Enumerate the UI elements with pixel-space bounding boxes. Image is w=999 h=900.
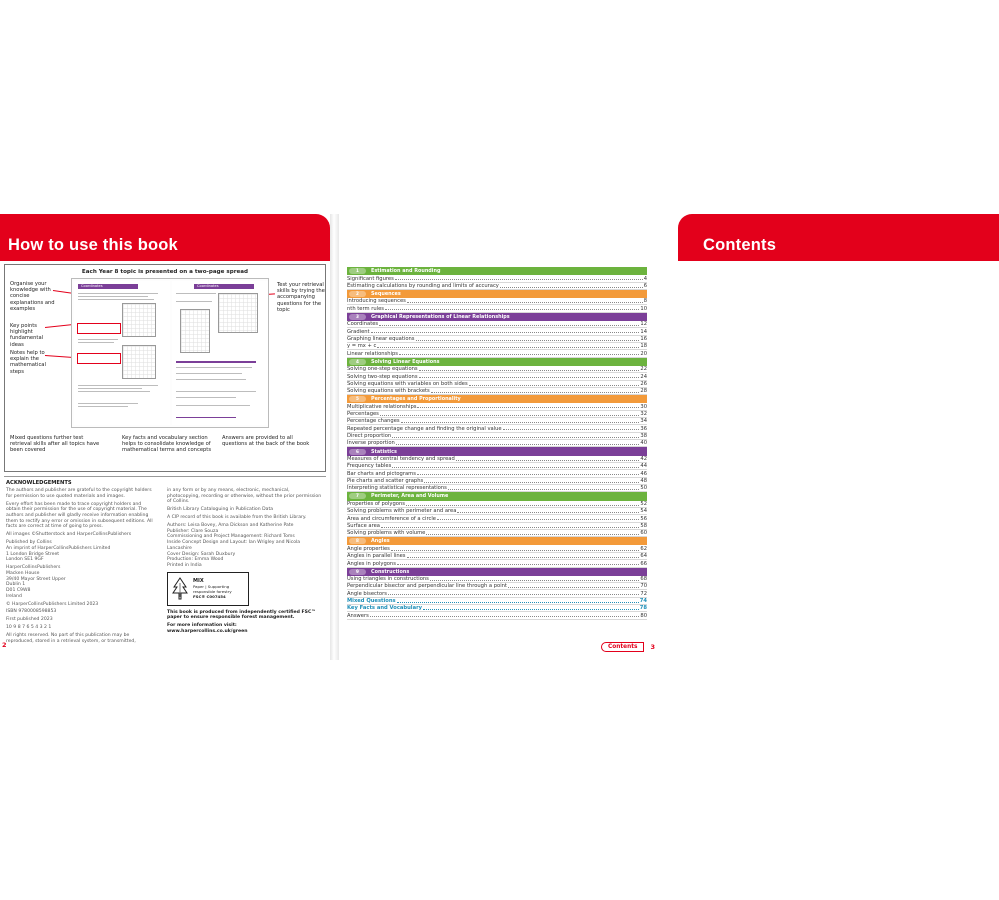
contents-row[interactable] xyxy=(347,515,647,522)
topic-title: Solving problems with volume xyxy=(347,530,426,537)
topic-title: Direct proportion xyxy=(347,433,392,440)
extra-page: 78 xyxy=(639,605,647,612)
section-header xyxy=(347,313,647,321)
contents-row[interactable] xyxy=(347,478,647,485)
dot-leader xyxy=(417,407,639,408)
contents-row[interactable] xyxy=(347,553,647,560)
contents-row[interactable] xyxy=(347,560,647,567)
topic-title: Percentages xyxy=(347,411,379,418)
topic-page: 44 xyxy=(640,463,647,470)
topic-title: Pie charts and scatter graphs xyxy=(347,478,424,485)
contents-row[interactable] xyxy=(347,530,647,537)
extra-page: 74 xyxy=(639,598,647,605)
ack-paragraph: All rights reserved. No part of this publication may be reproduced, stored in a retrieval system, or transmitted, xyxy=(6,633,136,644)
book-gutter xyxy=(330,214,339,660)
contents-row[interactable] xyxy=(347,305,647,312)
topic-page: 34 xyxy=(640,418,647,425)
topic-title: nth term rules xyxy=(347,305,384,312)
topic-page: 18 xyxy=(640,343,647,350)
sample-right-header xyxy=(194,284,254,289)
topic-title: Perpendicular bisector and perpendicular line through a point xyxy=(347,583,507,590)
dot-leader xyxy=(385,309,639,310)
sample-left-page xyxy=(74,281,170,425)
dot-leader xyxy=(500,287,643,288)
topic-title: Bar charts and pictograms xyxy=(347,470,416,477)
topic-page: 68 xyxy=(640,576,647,583)
left-page xyxy=(0,214,330,660)
sample-left-header xyxy=(78,284,138,289)
dot-leader xyxy=(423,609,639,610)
dot-leader xyxy=(401,422,640,423)
annotation-test: Test your retrieval skills by trying the accompanying questions for the topic xyxy=(277,282,325,313)
sample-text-line xyxy=(78,403,138,404)
extra-title: Answers xyxy=(347,612,369,619)
contents-row[interactable] xyxy=(347,576,647,583)
ack-paragraph: First published 2023 xyxy=(6,617,53,623)
topic-title: Linear relationships xyxy=(347,350,398,357)
topic-title: Gradient xyxy=(347,328,370,335)
annotation-answers: Answers are provided to all questions at the back of the book xyxy=(222,435,310,448)
topic-page: 50 xyxy=(640,485,647,492)
sample-key-point-box xyxy=(77,323,121,334)
contents-row[interactable] xyxy=(347,456,647,463)
topic-title: Solving problems with perimeter and area xyxy=(347,508,457,515)
dot-leader xyxy=(457,512,639,513)
sample-text-line xyxy=(176,301,212,302)
contents-row[interactable] xyxy=(347,388,647,395)
section-header xyxy=(347,267,647,275)
topic-page: 46 xyxy=(640,470,647,477)
topic-page: 52 xyxy=(640,500,647,507)
topic-page: 62 xyxy=(640,545,647,552)
section-title: Percentages and Proportionality xyxy=(371,396,461,403)
dot-leader xyxy=(406,505,639,506)
section-number: 1 xyxy=(349,268,366,274)
section-header xyxy=(347,492,647,500)
section-header xyxy=(347,290,647,298)
contents-row[interactable] xyxy=(347,470,647,477)
spread-heading: Each Year 8 topic is presented on a two-page spread xyxy=(81,269,249,275)
contents-row-extra[interactable] xyxy=(347,598,647,605)
right-banner-title: Contents xyxy=(703,236,777,254)
sample-text-line xyxy=(78,391,150,392)
section-title: Constructions xyxy=(371,568,410,575)
dot-leader xyxy=(397,564,639,565)
topic-page: 12 xyxy=(640,321,647,328)
section-title: Sequences xyxy=(371,290,401,297)
contents-row[interactable] xyxy=(347,433,647,440)
contents-row[interactable] xyxy=(347,343,647,350)
extra-page: 80 xyxy=(640,612,647,619)
dot-leader xyxy=(426,534,639,535)
contents-row[interactable] xyxy=(347,501,647,508)
section-header xyxy=(347,358,647,366)
contents-row[interactable] xyxy=(347,425,647,432)
sample-grid xyxy=(218,293,258,333)
contents-row[interactable] xyxy=(347,275,647,282)
contents-row[interactable] xyxy=(347,350,647,357)
topic-title: Solving equations with brackets xyxy=(347,388,430,395)
sample-grid xyxy=(122,345,156,379)
topic-page: 36 xyxy=(640,425,647,432)
contents-row[interactable] xyxy=(347,328,647,335)
dot-leader xyxy=(437,519,639,520)
contents-row-extra[interactable] xyxy=(347,605,647,612)
topic-title: Solving two-step equations xyxy=(347,373,418,380)
topic-title: Angles in polygons xyxy=(347,560,396,567)
topic-page: 54 xyxy=(640,508,647,515)
topic-page: 24 xyxy=(640,373,647,380)
contents-row[interactable] xyxy=(347,545,647,552)
ack-paragraph: Every effort has been made to trace copyright holders and obtain their permission for the use of copyright material. The authors and publisher will gladly receive information enabling them to rectify any error or omission in subsequent editions. All facts are correct at time of going to press. xyxy=(6,501,153,530)
topic-title: Significant figures xyxy=(347,275,394,282)
ack-paragraph: Authors: Leisa Bovey, Ama Dickson and Katherine Pate Publisher: Clare Souza Commissioning and Project Management: Richard Toms Inside Concept Design and Layout: Ian Wrigley and Nicola Lancashire Cover Design: Sarah Duxbury Production: Emma Wood Printed in India xyxy=(167,523,301,568)
ack-paragraph: All images ©Shutterstock and HarperCollinsPublishers xyxy=(6,532,132,538)
contents-row[interactable] xyxy=(347,411,647,418)
dot-leader xyxy=(419,370,640,371)
topic-page: 14 xyxy=(640,328,647,335)
ack-paragraph: in any form or by any means, electronic, mechanical, photocopying, recording or otherwise, without the prior permission of Collins. xyxy=(167,488,322,505)
sample-footer xyxy=(176,417,236,418)
sample-note-box xyxy=(77,353,121,364)
section-header xyxy=(347,395,647,403)
contents-row[interactable] xyxy=(347,463,647,470)
extra-title: Mixed Questions xyxy=(347,598,396,605)
topic-title: Measures of central tendency and spread xyxy=(347,456,455,462)
section-title: Solving Linear Equations xyxy=(371,358,440,365)
sample-text-line xyxy=(78,385,158,386)
dot-leader xyxy=(388,594,639,595)
contents-row[interactable] xyxy=(347,418,647,425)
section-header xyxy=(347,537,647,545)
section-title: Perimeter, Area and Volume xyxy=(371,493,449,500)
ack-paragraph: A CIP record of this book is available from the British Library. xyxy=(167,515,307,521)
fsc-line-1: Paper | Supporting xyxy=(193,583,230,589)
contents-row[interactable] xyxy=(347,298,647,305)
dot-leader xyxy=(431,392,640,393)
topic-title: Interpreting statistical representations xyxy=(347,485,447,492)
dot-leader xyxy=(377,347,639,348)
dot-leader xyxy=(392,437,639,438)
dot-leader xyxy=(469,385,640,386)
section-header xyxy=(347,568,647,576)
topic-page: 28 xyxy=(640,388,647,395)
section-title: Graphical Representations of Linear Relationships xyxy=(371,313,510,320)
dot-leader xyxy=(395,279,643,280)
info-label: For more information visit: xyxy=(167,623,237,629)
dot-leader xyxy=(419,377,640,378)
contents-row[interactable] xyxy=(347,403,647,410)
topic-title: Solving one-step equations xyxy=(347,366,418,373)
dot-leader xyxy=(397,602,639,603)
sample-text-line xyxy=(176,391,256,392)
right-banner xyxy=(678,214,999,261)
section-header xyxy=(347,447,647,455)
topic-title: Frequency tables xyxy=(347,463,392,470)
dot-leader xyxy=(503,429,640,430)
topic-title: Using triangles in constructions xyxy=(347,576,429,583)
topic-title: Inverse proportion xyxy=(347,440,395,447)
sample-text-line xyxy=(176,379,246,380)
contents-row[interactable] xyxy=(347,321,647,328)
left-banner xyxy=(0,214,330,261)
topic-title: y = mx + c xyxy=(347,343,377,350)
sample-text-line xyxy=(176,367,252,368)
contents-row[interactable] xyxy=(347,523,647,530)
sample-text-line xyxy=(78,339,118,340)
how-to-box xyxy=(4,264,326,472)
sample-spread-thumbnail xyxy=(71,278,269,428)
acknowledgements-column-2 xyxy=(167,488,323,637)
sample-right-page xyxy=(172,281,268,425)
topic-title: Properties of polygons xyxy=(347,500,405,507)
contents-row[interactable] xyxy=(347,440,647,447)
topic-page: 20 xyxy=(640,350,647,357)
section-title: Estimation and Rounding xyxy=(371,268,441,275)
topic-page: 6 xyxy=(643,282,647,289)
topic-page: 32 xyxy=(640,411,647,418)
extra-title: Key Facts and Vocabulary xyxy=(347,605,423,612)
contents-row-extra[interactable] xyxy=(347,612,647,619)
dot-leader xyxy=(370,616,640,617)
section-number: 8 xyxy=(349,538,366,544)
section-number: 5 xyxy=(349,396,366,402)
topic-title: Multiplicative relationships xyxy=(347,403,417,410)
ack-paragraph: The authors and publisher are grateful to the copyright holders for permission to use quoted materials and images. xyxy=(6,488,152,499)
sample-text-line xyxy=(78,406,128,407)
dot-leader xyxy=(417,474,639,475)
dot-leader xyxy=(416,340,640,341)
section-title: Statistics xyxy=(371,448,397,455)
fsc-code: FSC® C007454 xyxy=(193,593,226,599)
topic-page: 56 xyxy=(640,515,647,522)
contents-row[interactable] xyxy=(347,485,647,492)
dot-leader xyxy=(424,482,639,483)
ack-paragraph: Published by Collins An imprint of HarperCollinsPublishers Limited 1 London Bridge Street London SE1 9GF xyxy=(6,540,111,563)
sample-grid xyxy=(122,303,156,337)
topic-page: 64 xyxy=(640,553,647,560)
right-page-number: 3 xyxy=(650,643,655,651)
contents-tab: Contents xyxy=(601,642,644,652)
fsc-tree-icon xyxy=(170,575,190,603)
section-number: 3 xyxy=(349,314,366,320)
ack-paragraph: British Library Cataloguing in Publication Data xyxy=(167,507,274,513)
contents-row[interactable] xyxy=(347,373,647,380)
topic-page: 66 xyxy=(640,560,647,567)
sample-grid xyxy=(180,309,210,353)
annotation-key-facts: Key facts and vocabulary section helps to consolidate knowledge of mathematical terms and concepts xyxy=(122,435,212,454)
sample-text-line xyxy=(78,296,148,297)
acknowledgements-rule xyxy=(4,476,326,477)
topic-title: Percentage changes xyxy=(347,418,400,425)
left-banner-title: How to use this book xyxy=(8,236,178,254)
acknowledgements-column-1 xyxy=(6,488,156,647)
contents-row[interactable] xyxy=(347,583,647,590)
topic-page: 38 xyxy=(640,433,647,440)
fsc-note: This book is produced from independently certified FSC™ paper to ensure responsible forest management. xyxy=(167,609,316,621)
topic-page: 30 xyxy=(640,403,647,410)
sample-divider xyxy=(176,361,256,363)
dot-leader xyxy=(407,302,643,303)
topic-page: 48 xyxy=(640,478,647,485)
topic-page: 42 xyxy=(640,456,647,462)
sample-right-title: Coordinates xyxy=(197,284,219,288)
topic-title: Solving equations with variables on both sides xyxy=(347,380,468,387)
annotation-mixed-questions: Mixed questions further test retrieval skills after all topics have been covered xyxy=(10,435,100,454)
contents-row[interactable] xyxy=(347,336,647,343)
ack-paragraph: ISBN 9780008598853 xyxy=(6,609,57,615)
topic-title: Introducing sequences xyxy=(347,298,406,305)
section-number: 4 xyxy=(349,359,366,365)
section-number: 7 xyxy=(349,493,366,499)
topic-page: 16 xyxy=(640,335,647,342)
topic-page: 10 xyxy=(640,305,647,312)
topic-title: Angle bisectors xyxy=(347,590,387,597)
sample-text-line xyxy=(78,293,158,294)
contents-list xyxy=(347,267,647,620)
right-page-footer xyxy=(601,642,655,652)
ack-paragraph: HarperCollinsPublishers Macken House 39/40 Mayor Street Upper Dublin 1 D01 C9W8 Ireland xyxy=(6,565,66,599)
topic-title: Estimating calculations by rounding and limits of accuracy xyxy=(347,282,499,289)
sample-text-line xyxy=(78,388,142,389)
dot-leader xyxy=(407,557,640,558)
contents-row[interactable] xyxy=(347,590,647,597)
dot-leader xyxy=(391,550,640,551)
left-page-number: 2 xyxy=(2,641,7,649)
annotation-organise: Organise your knowledge with concise explanations and examples xyxy=(10,281,55,312)
sample-text-line xyxy=(176,405,250,406)
annotation-key-points: Key points highlight fundamental ideas xyxy=(10,323,44,348)
topic-title: Area and circumference of a circle xyxy=(347,515,436,522)
dot-leader xyxy=(448,489,640,490)
sample-text-line xyxy=(176,397,236,398)
topic-title: Surface area xyxy=(347,522,380,529)
section-number: 9 xyxy=(349,569,366,575)
dot-leader xyxy=(392,467,639,468)
topic-page: 40 xyxy=(640,440,647,447)
right-page xyxy=(339,214,777,660)
ack-paragraph: © HarperCollinsPublishers Limited 2023 xyxy=(6,601,99,607)
topic-page: 72 xyxy=(640,590,647,597)
dot-leader xyxy=(456,460,640,461)
dot-leader xyxy=(380,415,640,416)
section-number: 2 xyxy=(349,291,366,297)
section-number: 6 xyxy=(349,449,366,455)
sample-left-title: Coordinates xyxy=(81,284,103,288)
dot-leader xyxy=(379,325,639,326)
dot-leader xyxy=(430,580,640,581)
topic-page: 4 xyxy=(643,275,647,282)
contents-row[interactable] xyxy=(347,508,647,515)
topic-page: 8 xyxy=(643,298,647,305)
dot-leader xyxy=(399,354,639,355)
topic-page: 58 xyxy=(640,522,647,529)
acknowledgements-title: ACKNOWLEDGEMENTS xyxy=(6,480,72,486)
topic-page: 26 xyxy=(640,380,647,387)
topic-page: 22 xyxy=(640,366,647,373)
sample-text-line xyxy=(176,293,216,294)
section-title: Angles xyxy=(371,538,390,545)
fsc-line-2: responsible forestry xyxy=(193,588,232,594)
topic-title: Angle properties xyxy=(347,545,390,552)
topic-page: 70 xyxy=(640,583,647,590)
sample-text-line xyxy=(176,373,242,374)
contents-row[interactable] xyxy=(347,366,647,373)
topic-title: Coordinates xyxy=(347,321,379,328)
dot-leader xyxy=(508,587,639,588)
topic-title: Angles in parallel lines xyxy=(347,553,406,560)
topic-title: Repeated percentage change and finding the original value xyxy=(347,425,502,432)
fsc-text xyxy=(193,579,232,599)
ack-paragraph: 10 9 8 7 6 5 4 3 2 1 xyxy=(6,625,52,631)
contents-row[interactable] xyxy=(347,283,647,290)
dot-leader xyxy=(371,332,640,333)
book-spread xyxy=(0,214,777,660)
fsc-logo xyxy=(167,572,249,606)
fsc-mix: MIX xyxy=(193,577,204,584)
info-url[interactable]: www.harpercollins.co.uk/green xyxy=(167,629,248,634)
dot-leader xyxy=(381,527,639,528)
topic-title: Graphing linear equations xyxy=(347,335,415,342)
contents-row[interactable] xyxy=(347,381,647,388)
sample-text-line xyxy=(78,299,154,300)
sample-text-line xyxy=(78,342,114,343)
topic-page: 60 xyxy=(640,530,647,537)
annotation-notes: Notes help to explain the mathematical steps xyxy=(10,350,46,375)
dot-leader xyxy=(396,444,640,445)
